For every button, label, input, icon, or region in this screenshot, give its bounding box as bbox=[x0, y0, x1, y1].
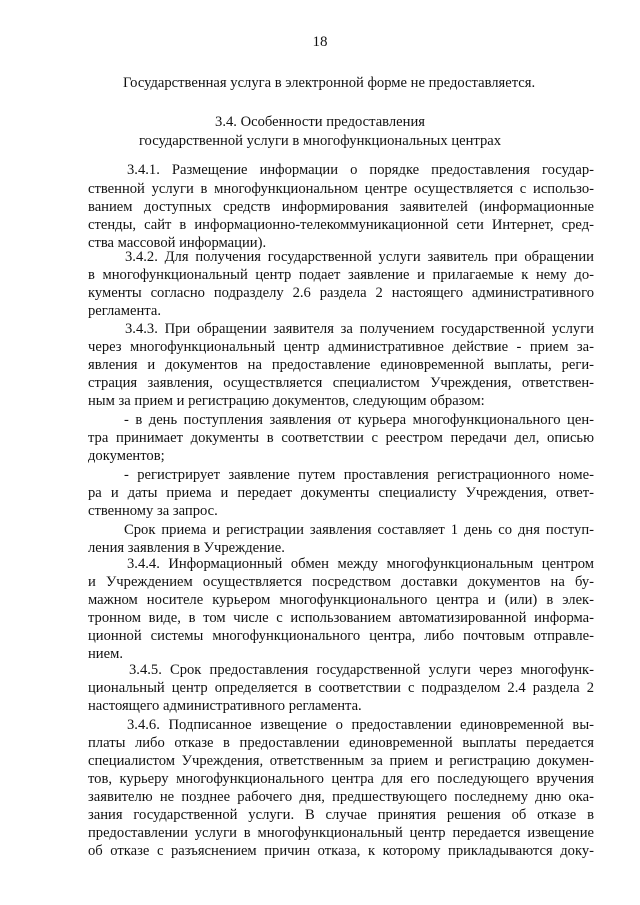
text-line: специалистом Учреждения, ответственным за прием и регистрацию докумен- bbox=[88, 753, 594, 769]
text-line: явления и документов на предоставление единовременной выплаты, реги- bbox=[88, 357, 594, 373]
section-heading-line: 3.4. Особенности предоставления bbox=[215, 114, 425, 130]
text-line: об отказе с разъяснением причин отказа, к которому прикладываются доку- bbox=[88, 843, 594, 859]
text-line: регламента. bbox=[88, 303, 161, 319]
text-line: ственному за запрос. bbox=[88, 503, 218, 519]
text-line: - в день поступления заявления от курьера многофункционального цен- bbox=[124, 412, 594, 428]
text-line: предоставлении услуги в многофункциональный центр передается извещение bbox=[88, 825, 594, 841]
text-line: страция заявления, осуществляется специалистом Учреждения, ответствен- bbox=[88, 375, 594, 391]
text-line: и Учреждением осуществляется посредством доставки документов на бу- bbox=[88, 574, 594, 590]
text-line: ционной системы многофункционального центра, либо почтовым отправле- bbox=[88, 628, 594, 644]
text-line: нием. bbox=[88, 646, 123, 662]
text-line: документов; bbox=[88, 448, 165, 464]
text-line: тов, курьеру многофункционального центра для его последующего вручения bbox=[88, 771, 594, 787]
text-line: зания государственной услуги. В случае принятия решения об отказе в bbox=[88, 807, 594, 823]
text-line: через многофункциональный центр административное действие - прием за- bbox=[88, 339, 594, 355]
text-line: платы либо отказе в предоставлении единовременной выплаты передается bbox=[88, 735, 594, 751]
text-line: кументы согласно подразделу 2.6 раздела 2 настоящего административного bbox=[88, 285, 594, 301]
text-line: Срок приема и регистрации заявления составляет 1 день со дня поступ- bbox=[124, 522, 594, 538]
text-line: 3.4.1. Размещение информации о порядке предоставления государ- bbox=[127, 162, 594, 178]
text-line: ственной услуги в многофункциональном центре осуществляется с использо- bbox=[88, 181, 594, 197]
text-line: циональный центр определяется в соответствии с подразделом 2.4 раздела 2 bbox=[88, 680, 594, 696]
text-line: 3.4.4. Информационный обмен между многофункциональным центром bbox=[127, 556, 594, 572]
text-line: заявителю не позднее рабочего дня, предшествующего последнему дню ока- bbox=[88, 789, 594, 805]
text-line: ным за прием и регистрацию документов, следующим образом: bbox=[88, 393, 485, 409]
text-line: - регистрирует заявление путем проставления регистрационного номе- bbox=[124, 467, 594, 483]
text-line: 3.4.6. Подписанное извещение о предоставлении единовременной вы- bbox=[127, 717, 594, 733]
text-line: Государственная услуга в электронной форме не предоставляется. bbox=[123, 75, 536, 91]
text-line: тра принимает документы в соответствии с реестром передачи дел, описью bbox=[88, 430, 594, 446]
text-line: мажном носителе курьером многофункционального центра и (или) в элек- bbox=[88, 592, 594, 608]
text-line: тронном виде, в том числе с использованием автоматизированной информа- bbox=[88, 610, 594, 626]
text-line: 3.4.3. При обращении заявителя за получением государственной услуги bbox=[125, 321, 594, 337]
text-line: в многофункциональный центр подает заявление и прилагаемые к нему до- bbox=[88, 267, 594, 283]
text-line: ра и даты приема и передает документы специалисту Учреждения, ответ- bbox=[88, 485, 594, 501]
text-line: 3.4.5. Срок предоставления государственной услуги через многофунк- bbox=[129, 662, 594, 678]
text-line: настоящего административного регламента. bbox=[88, 698, 362, 714]
text-line: 3.4.2. Для получения государственной услуги заявитель при обращении bbox=[125, 249, 594, 265]
section-heading-line: государственной услуги в многофункциональных центрах bbox=[138, 133, 502, 149]
text-line: стенды, сайт в информационно-телекоммуникационной сети Интернет, сред- bbox=[88, 217, 594, 233]
text-line: ства массовой информации). bbox=[88, 235, 267, 251]
text-line: ванием доступных средств информирования заявителей (информационные bbox=[88, 199, 594, 215]
text-line: ления заявления в Учреждение. bbox=[88, 540, 285, 556]
page-number: 18 bbox=[312, 34, 328, 50]
